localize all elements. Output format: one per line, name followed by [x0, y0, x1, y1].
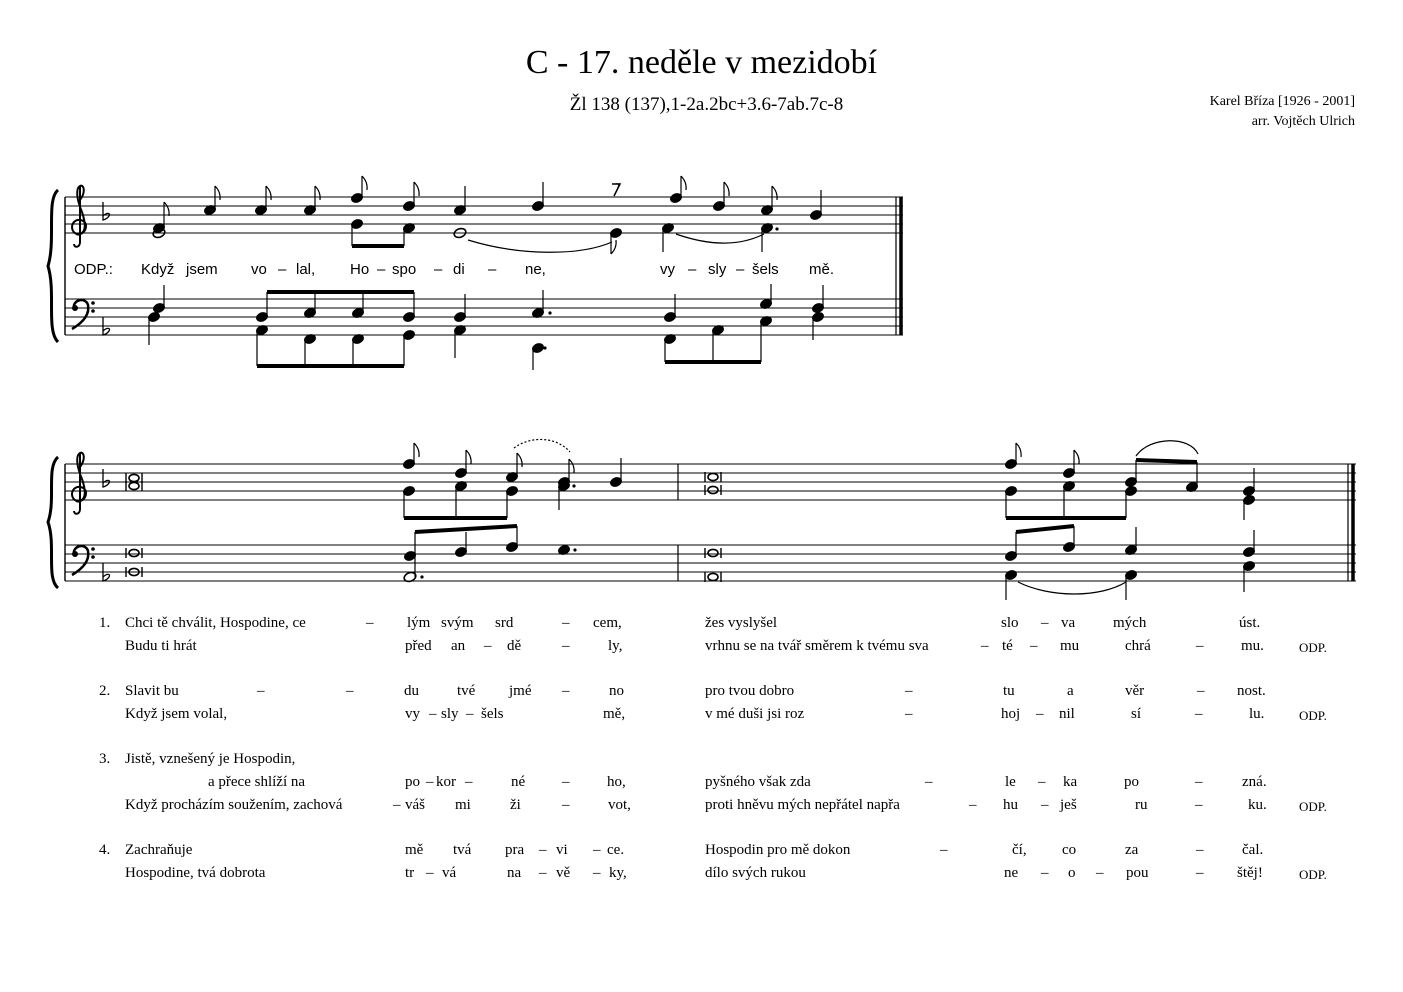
composer-name: Karel Bříza [1926 - 2001]: [1209, 94, 1355, 109]
psalm-reference: Žl 138 (137),1-2a.2bc+3.6-7ab.7c-8: [569, 94, 844, 115]
svg-text:šels: šels: [752, 261, 779, 278]
refrain-label: ODP.:: [74, 261, 113, 278]
verse-number: 3.: [99, 751, 111, 767]
svg-text:spo: spo: [392, 261, 417, 278]
verses-section: 1. Chci tě chválit, Hospodine, ce – lým svým srd – cem, žes vyslyšel slo – va mých úst. Budu ti hrát před an – dě – ly, vrhnu se na tvář směrem k tvému sva – té – mu chrá – mu. ODP. 2. Slavit bu – – du tvé jmé – no pro tvou dobro – tu a věr – nost. Když jsem volal, vy – sly – šels mě, v mé duši jsi roz – hoj – nil sí – lu. ODP. 3. Jistě, vznešený je Hospodin, a přece shlíží na po – kor – né – ho, pyšného však zda – le – ka po – zná. Když procházím soužením, zachová – váš mi ži – vot, proti hněvu mých nepřátel napřa – hu – ješ ru – ku. ODP. 4. Zachraňuje mě tvá pra – vi – ce. Hospodin pro mě dokon – čí, co za – čal. Hospodine, tvá dobrota tr – vá na – vě – ky, dílo svých rukou ne – o – pou – štěj! ODP.: [99, 615, 1327, 882]
verse-number: 1.: [99, 615, 111, 631]
svg-text:𝄾: 𝄾: [616, 178, 620, 194]
svg-text:sly: sly: [708, 261, 727, 278]
svg-text:vy: vy: [660, 261, 675, 278]
refrain-cue: ODP.: [1299, 867, 1327, 882]
svg-text:Když: Když: [141, 261, 175, 278]
page-title: C - 17. neděle v mezidobí: [525, 44, 878, 81]
svg-text:vo: vo: [251, 261, 267, 278]
svg-text:jsem: jsem: [186, 261, 218, 278]
verse-number: 4.: [99, 842, 111, 858]
svg-text:–: –: [434, 261, 443, 278]
refrain-cue: ODP.: [1299, 799, 1327, 814]
svg-text:lal,: lal,: [296, 261, 316, 278]
svg-text:–: –: [736, 261, 745, 278]
svg-text:–: –: [688, 261, 697, 278]
svg-text:ne,: ne,: [525, 261, 546, 278]
svg-text:mě.: mě.: [809, 261, 835, 278]
svg-text:Ho: Ho: [350, 261, 370, 278]
svg-text:di: di: [453, 261, 465, 278]
refrain-cue: ODP.: [1299, 640, 1327, 655]
refrain-cue: ODP.: [1299, 708, 1327, 723]
svg-text:–: –: [377, 261, 386, 278]
svg-text:–: –: [488, 261, 497, 278]
verse-number: 2.: [99, 683, 111, 699]
arranger-name: arr. Vojtěch Ulrich: [1251, 114, 1355, 129]
svg-text:–: –: [278, 261, 287, 278]
